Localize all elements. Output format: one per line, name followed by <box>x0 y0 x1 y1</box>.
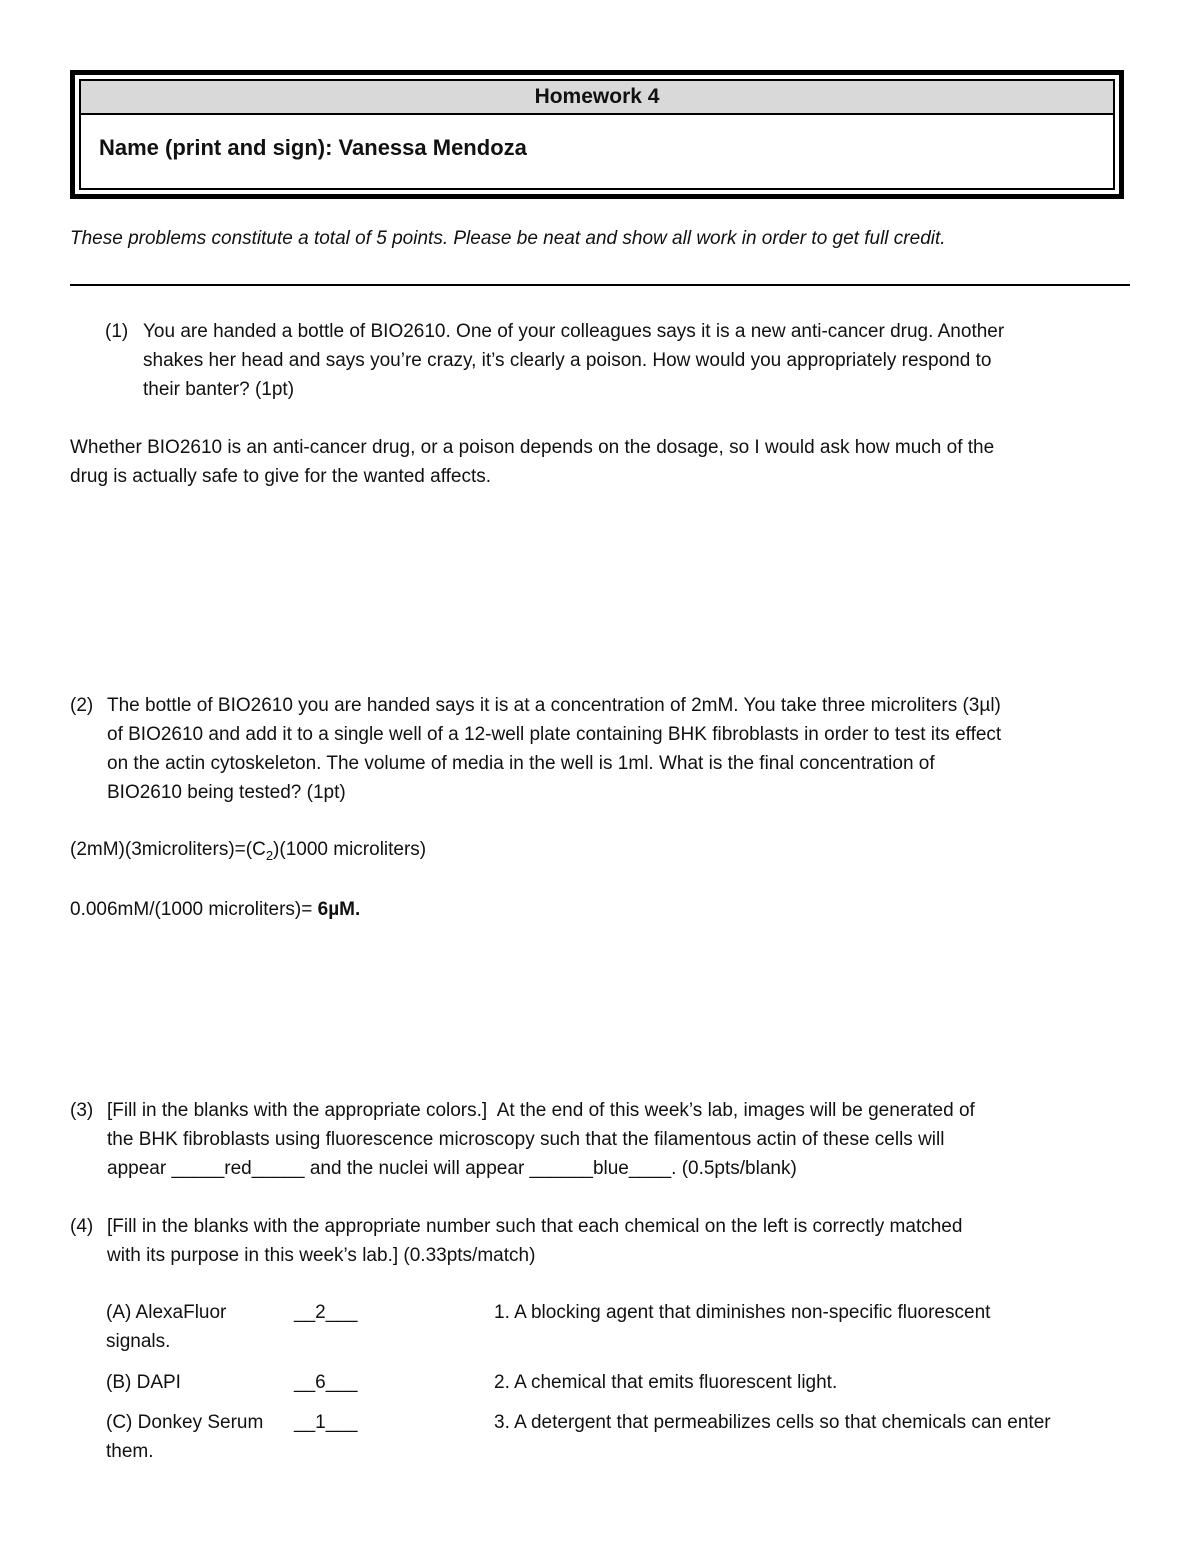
match-definition-wrap: them. <box>106 1441 154 1462</box>
answer-text-line: Whether BIO2610 is an anti-cancer drug, or a poison depends on the dosage, so I would ask how much of the <box>70 437 995 458</box>
answer-2-equation <box>70 835 426 870</box>
header-box <box>70 70 1124 199</box>
match-definition: A chemical that emits fluorescent light. <box>509 1372 838 1393</box>
match-definition: A detergent that permeabilizes cells so that chemicals can enter <box>509 1412 1051 1433</box>
question-text-line: their banter? (1pt) <box>143 379 295 400</box>
match-blank: __6___ <box>294 1372 358 1393</box>
match-definition-wrap: signals. <box>106 1331 171 1352</box>
question-text-line: You are handed a bottle of BIO2610. One of your colleagues says it is a new anti-cancer drug. Another <box>143 321 1005 342</box>
answer-2-result <box>70 895 360 924</box>
equation-part: )(1000 microliters) <box>273 839 427 860</box>
match-definition: A blocking agent that diminishes non-specific fluorescent <box>509 1302 991 1323</box>
equation-subscript: 2 <box>265 847 274 863</box>
question-number: (2) <box>70 695 94 716</box>
question-text-line: of BIO2610 and add it to a single well of a 12-well plate containing BHK fibroblasts in order to test its effect <box>107 724 1002 745</box>
match-def-number: 1. <box>494 1302 510 1323</box>
header-inner-border <box>79 79 1115 190</box>
match-chemical: (C) Donkey Serum <box>106 1412 264 1433</box>
question-number: (3) <box>70 1100 94 1121</box>
divider-rule <box>70 284 1130 286</box>
question-number: (4) <box>70 1216 94 1237</box>
match-blank: __2___ <box>294 1302 358 1323</box>
result-value: 6 <box>317 899 329 920</box>
match-chemical: (B) DAPI <box>106 1372 181 1393</box>
answer-text-line: drug is actually safe to give for the wanted affects. <box>70 466 492 487</box>
instructions-text: These problems constitute a total of 5 points. Please be neat and show all work in order to get full credit. <box>70 228 946 249</box>
answer-1 <box>70 433 1140 491</box>
header-title: Homework 4 <box>81 81 1113 115</box>
result-unit: µM. <box>328 899 361 920</box>
match-chemical: (A) AlexaFluor <box>106 1302 227 1323</box>
question-text-line: with its purpose in this week’s lab.] (0.33pts/match) <box>107 1245 536 1266</box>
question-text-line <box>107 1096 975 1125</box>
question-text-line: appear _____red_____ and the nuclei will appear ______blue____. (0.5pts/blank) <box>107 1158 797 1179</box>
match-def-number: 3. <box>494 1412 510 1433</box>
equation-part: (2mM)(3microliters)=(C <box>70 839 266 860</box>
match-def-number: 2. <box>494 1372 510 1393</box>
student-name-line: Name (print and sign): Vanessa Mendoza <box>99 135 527 160</box>
match-blank: __1___ <box>294 1412 358 1433</box>
question-text-line: The bottle of BIO2610 you are handed says it is at a concentration of 2mM. You take three microliters (3µl) <box>107 695 1001 716</box>
result-text: 0.006mM/(1000 microliters)= <box>70 899 318 920</box>
question-text-line: shakes her head and says you’re crazy, it’s clearly a poison. How would you appropriately respond to <box>143 350 992 371</box>
question-instruction: [Fill in the blanks with the appropriate colors.] <box>107 1100 488 1121</box>
question-text-line: on the actin cytoskeleton. The volume of media in the well is 1ml. What is the final concentration of <box>107 753 935 774</box>
question-text-line: [Fill in the blanks with the appropriate number such that each chemical on the left is correctly matched <box>107 1216 963 1237</box>
question-text-line: BIO2610 being tested? (1pt) <box>107 782 346 803</box>
question-text-line: the BHK fibroblasts using fluorescence microscopy such that the filamentous actin of these cells will <box>107 1129 945 1150</box>
question-text-rest: At the end of this week’s lab, images will be generated of <box>487 1100 975 1121</box>
question-number: (1) <box>105 321 129 342</box>
